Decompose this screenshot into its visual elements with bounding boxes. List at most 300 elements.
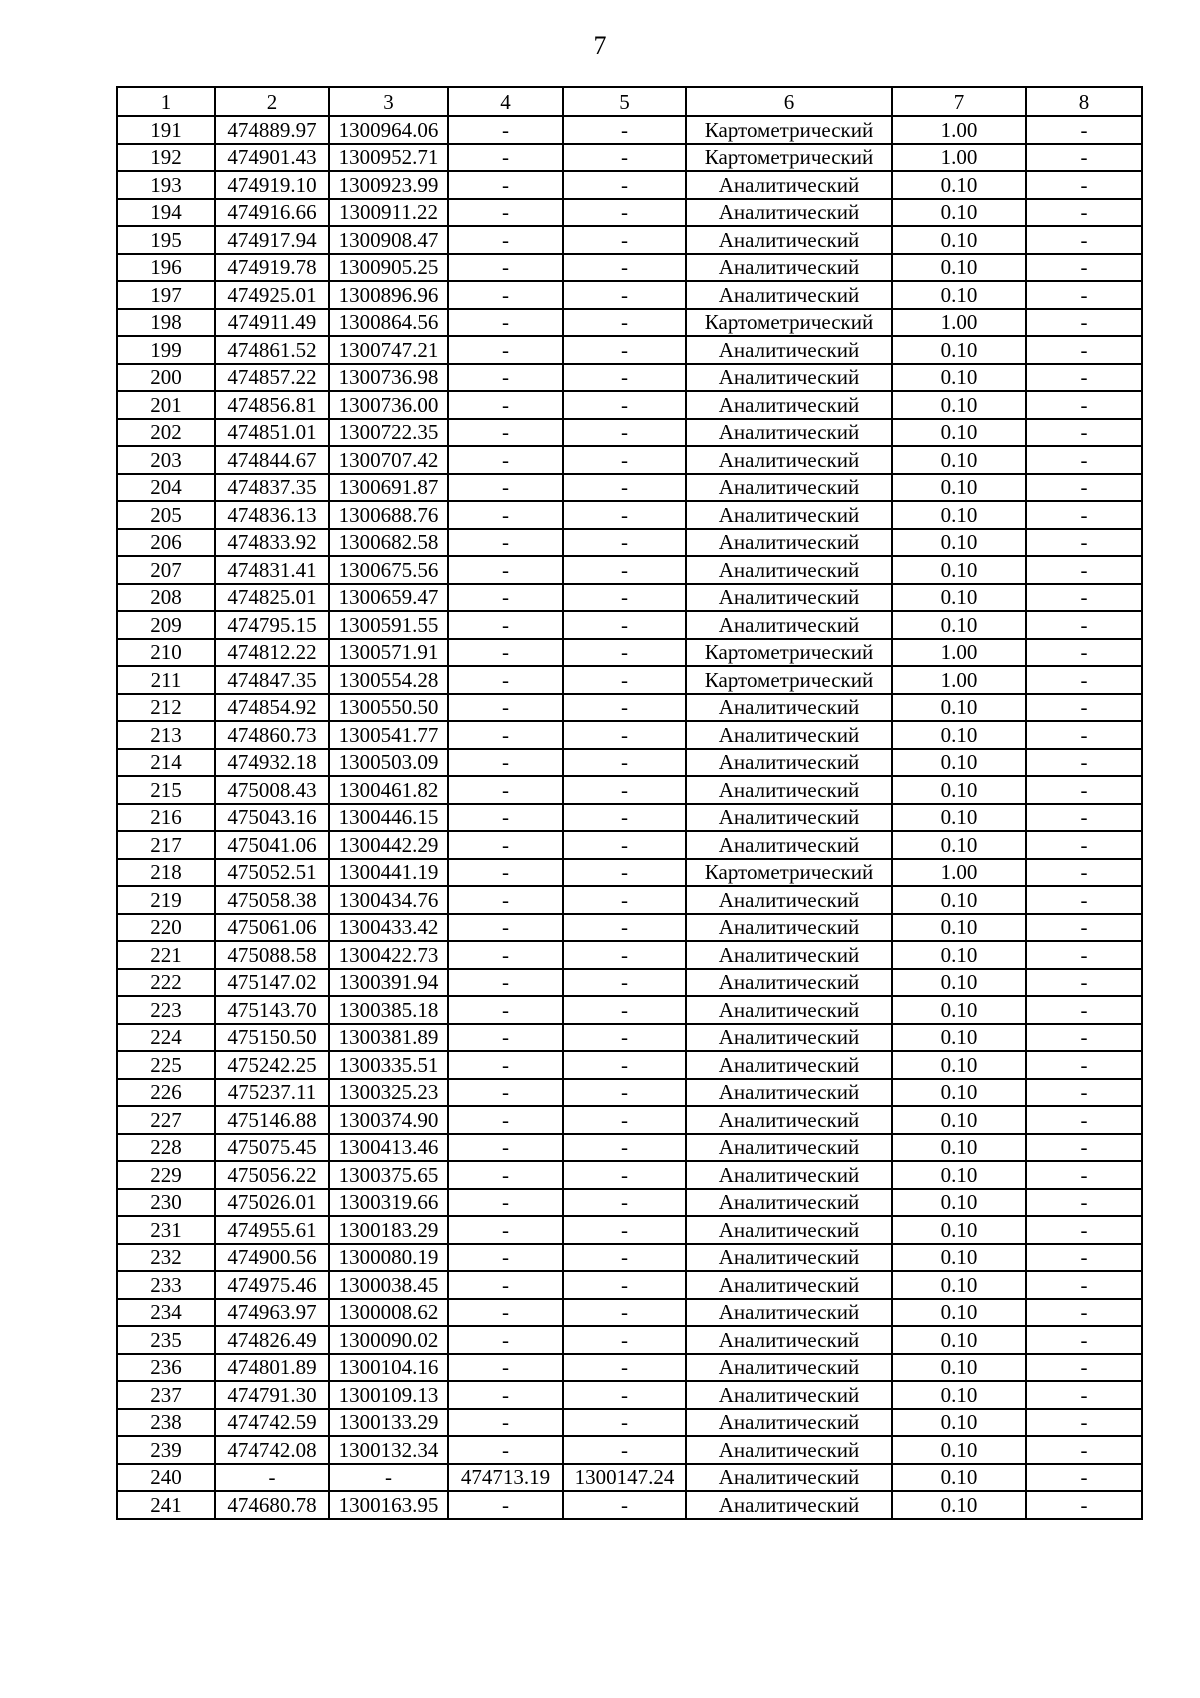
column-header-2: 2 [215,87,329,116]
table-cell-col-2: 474901.43 [215,144,329,172]
table-cell-col-2: 474680.78 [215,1491,329,1519]
table-row [117,1106,1142,1134]
table-cell-col-1: 197 [117,281,215,309]
table-cell-col-1: 232 [117,1244,215,1272]
table-cell-col-5: - [563,776,686,804]
table-cell-col-1: 216 [117,804,215,832]
table-cell-col-3: 1300391.94 [329,969,448,997]
table-cell-col-5: - [563,694,686,722]
table-cell-col-4: - [448,1134,563,1162]
table-cell-col-2: 474932.18 [215,749,329,777]
table-cell-col-1: 204 [117,474,215,502]
table-row [117,1436,1142,1464]
table-cell-col-5: - [563,1161,686,1189]
table-row [117,914,1142,942]
table-cell-col-3: 1300375.65 [329,1161,448,1189]
table-cell-col-7: 0.10 [892,1106,1026,1134]
table-cell-col-1: 208 [117,584,215,612]
table-cell-col-7: 0.10 [892,804,1026,832]
table-cell-col-6: Картометрический [686,116,892,144]
table-row [117,1134,1142,1162]
table-row [117,171,1142,199]
table-cell-col-2: 474975.46 [215,1271,329,1299]
table-cell-col-6: Аналитический [686,254,892,282]
table-cell-col-6: Картометрический [686,639,892,667]
table-cell-col-2: 475026.01 [215,1189,329,1217]
table-cell-col-1: 199 [117,336,215,364]
table-cell-col-6: Аналитический [686,721,892,749]
table-cell-col-5: - [563,309,686,337]
table-cell-col-6: Аналитический [686,1354,892,1382]
column-header-1: 1 [117,87,215,116]
table-cell-col-4: - [448,831,563,859]
table-cell-col-7: 0.10 [892,501,1026,529]
table-cell-col-4: - [448,886,563,914]
table-cell-col-3: 1300923.99 [329,171,448,199]
table-cell-col-1: 194 [117,199,215,227]
table-row [117,1024,1142,1052]
table-cell-col-1: 238 [117,1409,215,1437]
table-row [117,694,1142,722]
table-cell-col-8: - [1026,556,1142,584]
table-cell-col-5: - [563,859,686,887]
table-cell-col-8: - [1026,226,1142,254]
table-cell-col-7: 0.10 [892,171,1026,199]
table-cell-col-2: 474861.52 [215,336,329,364]
table-cell-col-5: - [563,996,686,1024]
table-cell-col-6: Аналитический [686,364,892,392]
table-row [117,1271,1142,1299]
table-cell-col-7: 1.00 [892,639,1026,667]
table-cell-col-6: Аналитический [686,1024,892,1052]
table-cell-col-7: 0.10 [892,1491,1026,1519]
table-cell-col-2: 475150.50 [215,1024,329,1052]
table-cell-col-4: - [448,364,563,392]
table-cell-col-2: 474919.78 [215,254,329,282]
table-cell-col-5: - [563,529,686,557]
table-cell-col-1: 226 [117,1079,215,1107]
table-cell-col-5: - [563,1491,686,1519]
table-cell-col-8: - [1026,254,1142,282]
table-cell-col-1: 206 [117,529,215,557]
table-cell-col-7: 0.10 [892,254,1026,282]
table-cell-col-1: 236 [117,1354,215,1382]
table-cell-col-2: 474856.81 [215,391,329,419]
table-cell-col-7: 0.10 [892,364,1026,392]
table-cell-col-2: 474833.92 [215,529,329,557]
table-cell-col-5: - [563,831,686,859]
table-cell-col-5: - [563,336,686,364]
table-cell-col-2: 474925.01 [215,281,329,309]
table-cell-col-6: Аналитический [686,804,892,832]
table-cell-col-3: 1300707.42 [329,446,448,474]
table-row [117,1189,1142,1217]
table-cell-col-5: - [563,914,686,942]
table-row [117,281,1142,309]
table-cell-col-4: - [448,446,563,474]
table-cell-col-4: - [448,996,563,1024]
table-cell-col-7: 0.10 [892,1051,1026,1079]
table-cell-col-1: 203 [117,446,215,474]
table-cell-col-5: - [563,1244,686,1272]
table-cell-col-5: - [563,446,686,474]
table-cell-col-5: - [563,1024,686,1052]
table-cell-col-7: 0.10 [892,969,1026,997]
table-cell-col-3: 1300441.19 [329,859,448,887]
table-cell-col-3: 1300132.34 [329,1436,448,1464]
table-cell-col-6: Аналитический [686,1464,892,1492]
table-cell-col-2: 475075.45 [215,1134,329,1162]
table-cell-col-3: 1300433.42 [329,914,448,942]
table-cell-col-2: 474847.35 [215,666,329,694]
table-cell-col-1: 227 [117,1106,215,1134]
table-cell-col-3: 1300319.66 [329,1189,448,1217]
table-cell-col-8: - [1026,474,1142,502]
table-cell-col-1: 211 [117,666,215,694]
table-cell-col-2: 474812.22 [215,639,329,667]
table-row [117,529,1142,557]
table-cell-col-3: 1300736.98 [329,364,448,392]
table-cell-col-1: 196 [117,254,215,282]
table-cell-col-2: 474742.59 [215,1409,329,1437]
table-row [117,721,1142,749]
table-cell-col-8: - [1026,1354,1142,1382]
table-row [117,391,1142,419]
table-cell-col-3: 1300964.06 [329,116,448,144]
table-cell-col-7: 0.10 [892,1216,1026,1244]
table-cell-col-1: 193 [117,171,215,199]
table-cell-col-8: - [1026,1024,1142,1052]
table-cell-col-4: - [448,144,563,172]
table-cell-col-4: - [448,941,563,969]
table-cell-col-3: 1300896.96 [329,281,448,309]
table-cell-col-1: 234 [117,1299,215,1327]
table-row [117,666,1142,694]
table-cell-col-7: 0.10 [892,1326,1026,1354]
table-cell-col-4: - [448,721,563,749]
table-row [117,1354,1142,1382]
table-cell-col-3: 1300008.62 [329,1299,448,1327]
table-cell-col-6: Аналитический [686,1161,892,1189]
table-cell-col-5: - [563,1079,686,1107]
table-cell-col-6: Аналитический [686,1491,892,1519]
table-cell-col-6: Аналитический [686,694,892,722]
table-row [117,336,1142,364]
table-cell-col-8: - [1026,336,1142,364]
table-cell-col-6: Аналитический [686,336,892,364]
table-cell-col-6: Аналитический [686,474,892,502]
table-cell-col-6: Аналитический [686,1381,892,1409]
table-cell-col-7: 0.10 [892,529,1026,557]
table-cell-col-4: 474713.19 [448,1464,563,1492]
table-cell-col-4: - [448,749,563,777]
table-cell-col-1: 201 [117,391,215,419]
table-cell-col-1: 195 [117,226,215,254]
table-cell-col-6: Аналитический [686,446,892,474]
table-cell-col-1: 231 [117,1216,215,1244]
table-cell-col-3: 1300325.23 [329,1079,448,1107]
table-cell-col-8: - [1026,804,1142,832]
table-cell-col-1: 221 [117,941,215,969]
table-cell-col-6: Аналитический [686,1271,892,1299]
table-cell-col-7: 0.10 [892,776,1026,804]
table-cell-col-7: 0.10 [892,584,1026,612]
table-cell-col-8: - [1026,419,1142,447]
table-cell-col-7: 0.10 [892,1436,1026,1464]
table-cell-col-7: 0.10 [892,831,1026,859]
table-cell-col-4: - [448,1079,563,1107]
table-cell-col-4: - [448,556,563,584]
table-cell-col-8: - [1026,1436,1142,1464]
table-cell-col-2: 475237.11 [215,1079,329,1107]
table-cell-col-7: 0.10 [892,474,1026,502]
table-cell-col-5: - [563,199,686,227]
table-row [117,1051,1142,1079]
table-cell-col-4: - [448,859,563,887]
table-cell-col-7: 0.10 [892,1464,1026,1492]
table-row [117,419,1142,447]
table-cell-col-2: 475058.38 [215,886,329,914]
table-cell-col-4: - [448,309,563,337]
table-cell-col-3: 1300722.35 [329,419,448,447]
table-cell-col-5: - [563,666,686,694]
table-cell-col-2: 475008.43 [215,776,329,804]
table-cell-col-4: - [448,611,563,639]
table-cell-col-7: 0.10 [892,1161,1026,1189]
table-cell-col-5: - [563,474,686,502]
table-cell-col-4: - [448,1436,563,1464]
table-cell-col-7: 0.10 [892,996,1026,1024]
table-cell-col-4: - [448,391,563,419]
table-cell-col-3: 1300434.76 [329,886,448,914]
table-row [117,1161,1142,1189]
table-row [117,226,1142,254]
table-cell-col-7: 0.10 [892,281,1026,309]
table-cell-col-8: - [1026,721,1142,749]
table-row [117,886,1142,914]
table-cell-col-1: 218 [117,859,215,887]
table-cell-col-2: 474826.49 [215,1326,329,1354]
table-cell-col-3: 1300090.02 [329,1326,448,1354]
table-row [117,776,1142,804]
table-cell-col-8: - [1026,281,1142,309]
table-cell-col-8: - [1026,144,1142,172]
table-cell-col-2: 475061.06 [215,914,329,942]
table-body [117,116,1142,1519]
table-cell-col-8: - [1026,914,1142,942]
table-row [117,1326,1142,1354]
table-cell-col-1: 230 [117,1189,215,1217]
table-row [117,199,1142,227]
table-cell-col-1: 225 [117,1051,215,1079]
column-header-5: 5 [563,87,686,116]
table-row [117,941,1142,969]
table-cell-col-4: - [448,199,563,227]
table-cell-col-2: 474801.89 [215,1354,329,1382]
table-row [117,611,1142,639]
table-cell-col-7: 0.10 [892,941,1026,969]
table-cell-col-5: 1300147.24 [563,1464,686,1492]
table-cell-col-7: 0.10 [892,391,1026,419]
table-cell-col-6: Аналитический [686,226,892,254]
table-header-row [117,87,1142,116]
table-cell-col-4: - [448,336,563,364]
table-cell-col-8: - [1026,1244,1142,1272]
table-cell-col-7: 0.10 [892,694,1026,722]
table-cell-col-8: - [1026,171,1142,199]
table-cell-col-7: 1.00 [892,309,1026,337]
table-cell-col-5: - [563,1381,686,1409]
table-row [117,584,1142,612]
table-cell-col-6: Аналитический [686,1106,892,1134]
table-cell-col-3: 1300109.13 [329,1381,448,1409]
table-cell-col-1: 233 [117,1271,215,1299]
table-cell-col-7: 0.10 [892,419,1026,447]
table-cell-col-4: - [448,1491,563,1519]
table-cell-col-8: - [1026,1189,1142,1217]
table-cell-col-6: Аналитический [686,941,892,969]
table-cell-col-3: 1300911.22 [329,199,448,227]
table-cell-col-7: 0.10 [892,721,1026,749]
table-cell-col-7: 0.10 [892,1244,1026,1272]
table-cell-col-8: - [1026,996,1142,1024]
table-cell-col-4: - [448,1051,563,1079]
table-cell-col-5: - [563,1134,686,1162]
table-cell-col-1: 214 [117,749,215,777]
table-cell-col-6: Картометрический [686,666,892,694]
table-cell-col-3: 1300104.16 [329,1354,448,1382]
table-cell-col-1: 240 [117,1464,215,1492]
table-row [117,996,1142,1024]
table-cell-col-8: - [1026,116,1142,144]
table-row [117,1079,1142,1107]
table-cell-col-7: 0.10 [892,226,1026,254]
table-cell-col-2: 474791.30 [215,1381,329,1409]
table-cell-col-2: 475088.58 [215,941,329,969]
table-cell-col-3: 1300442.29 [329,831,448,859]
table-cell-col-8: - [1026,1271,1142,1299]
table-cell-col-3: 1300688.76 [329,501,448,529]
table-cell-col-4: - [448,914,563,942]
table-cell-col-4: - [448,474,563,502]
table-cell-col-8: - [1026,391,1142,419]
table-cell-col-4: - [448,804,563,832]
page-number: 7 [593,31,607,60]
table-cell-col-3: 1300422.73 [329,941,448,969]
table-row [117,116,1142,144]
table-cell-col-2: 474854.92 [215,694,329,722]
table-cell-col-1: 241 [117,1491,215,1519]
table-cell-col-4: - [448,1244,563,1272]
table-cell-col-5: - [563,1299,686,1327]
table-cell-col-4: - [448,776,563,804]
table-cell-col-4: - [448,1106,563,1134]
table-cell-col-6: Аналитический [686,501,892,529]
table-cell-col-5: - [563,1409,686,1437]
table-cell-col-5: - [563,886,686,914]
column-header-8: 8 [1026,87,1142,116]
table-cell-col-3: 1300952.71 [329,144,448,172]
table-cell-col-4: - [448,1216,563,1244]
table-cell-col-2: 474825.01 [215,584,329,612]
table-cell-col-1: 209 [117,611,215,639]
table-cell-col-4: - [448,171,563,199]
table-cell-col-2: 474889.97 [215,116,329,144]
table-cell-col-8: - [1026,1491,1142,1519]
table-cell-col-3: 1300736.00 [329,391,448,419]
table-cell-col-6: Аналитический [686,529,892,557]
table-cell-col-1: 210 [117,639,215,667]
table-row [117,831,1142,859]
table-cell-col-7: 0.10 [892,886,1026,914]
table-cell-col-2: 474836.13 [215,501,329,529]
table-cell-col-3: 1300038.45 [329,1271,448,1299]
table-cell-col-8: - [1026,584,1142,612]
table-cell-col-8: - [1026,364,1142,392]
table-cell-col-7: 0.10 [892,749,1026,777]
table-cell-col-2: 474837.35 [215,474,329,502]
table-cell-col-4: - [448,529,563,557]
table-cell-col-3: 1300446.15 [329,804,448,832]
table-cell-col-3: 1300864.56 [329,309,448,337]
table-cell-col-3: 1300183.29 [329,1216,448,1244]
table-cell-col-7: 0.10 [892,611,1026,639]
table-cell-col-7: 0.10 [892,1271,1026,1299]
table-cell-col-4: - [448,281,563,309]
table-cell-col-3: 1300691.87 [329,474,448,502]
table-cell-col-7: 0.10 [892,1409,1026,1437]
table-cell-col-3: 1300905.25 [329,254,448,282]
table-cell-col-3: 1300503.09 [329,749,448,777]
table-cell-col-5: - [563,1271,686,1299]
table-cell-col-8: - [1026,666,1142,694]
table-cell-col-5: - [563,501,686,529]
table-cell-col-7: 1.00 [892,666,1026,694]
table-cell-col-4: - [448,501,563,529]
table-cell-col-6: Аналитический [686,1244,892,1272]
table-cell-col-2: - [215,1464,329,1492]
table-cell-col-8: - [1026,639,1142,667]
table-cell-col-1: 215 [117,776,215,804]
table-cell-col-5: - [563,144,686,172]
table-cell-col-2: 474919.10 [215,171,329,199]
table-row [117,144,1142,172]
table-cell-col-4: - [448,694,563,722]
table-row [117,1464,1142,1492]
table-cell-col-5: - [563,1326,686,1354]
table-cell-col-7: 0.10 [892,1079,1026,1107]
table-cell-col-6: Аналитический [686,776,892,804]
table-cell-col-5: - [563,391,686,419]
table-row [117,474,1142,502]
table-cell-col-8: - [1026,859,1142,887]
table-cell-col-2: 474857.22 [215,364,329,392]
table-row [117,804,1142,832]
table-cell-col-2: 474851.01 [215,419,329,447]
table-cell-col-8: - [1026,1464,1142,1492]
table-cell-col-5: - [563,611,686,639]
table-cell-col-1: 202 [117,419,215,447]
table-cell-col-6: Аналитический [686,611,892,639]
table-cell-col-4: - [448,254,563,282]
table-cell-col-7: 1.00 [892,116,1026,144]
table-cell-col-8: - [1026,749,1142,777]
table-cell-col-6: Аналитический [686,584,892,612]
table-cell-col-2: 474900.56 [215,1244,329,1272]
table-cell-col-1: 237 [117,1381,215,1409]
table-row [117,1244,1142,1272]
table-cell-col-1: 235 [117,1326,215,1354]
